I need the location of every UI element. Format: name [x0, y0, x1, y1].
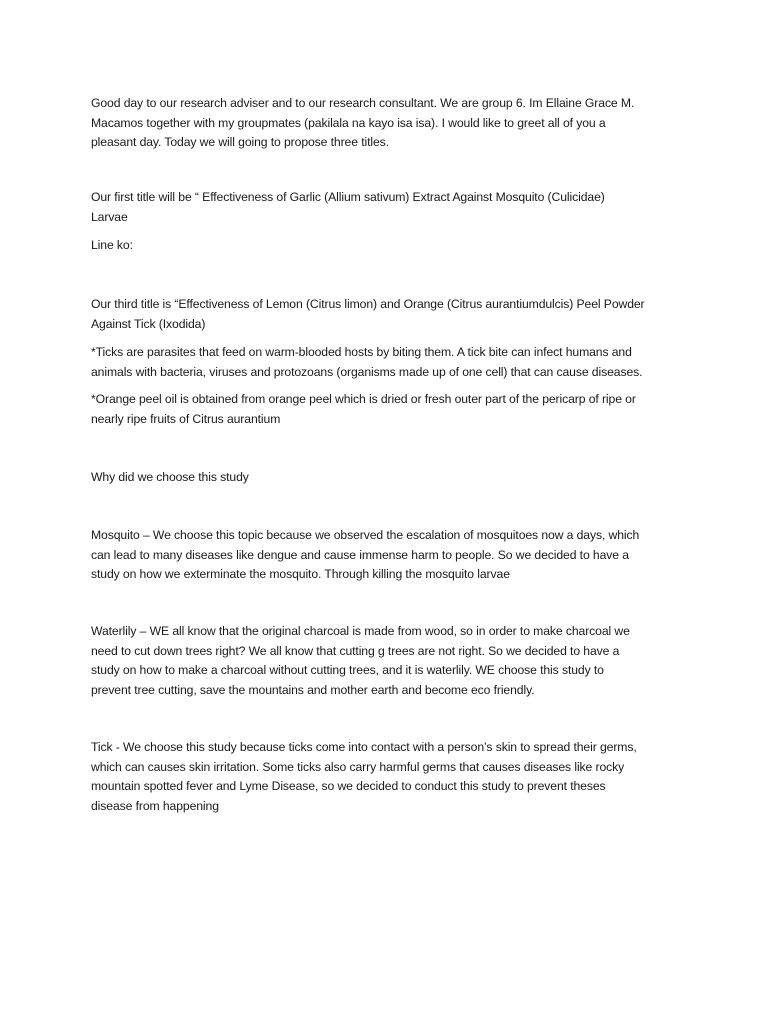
tick-reason-paragraph: Tick - We choose this study because ticks come into contact with a person’s skin to spread their germs, which can causes skin irritation. Some ticks also carry harmful germs that causes diseases like rocky mountain spotted fever and Lyme Disease, so we decided to conduct this study to prevent theses disease from happening [91, 740, 637, 813]
first-title-paragraph: Our first title will be “ Effectiveness of Garlic (Allium sativum) Extract Against Mosquito (Culicidae) Larvae [91, 190, 605, 224]
orange-peel-note-paragraph: *Orange peel oil is obtained from orange peel which is dried or fresh outer part of the pericarp of ripe or nearly ripe fruits of Citrus aurantium [91, 392, 636, 426]
mosquito-reason-paragraph: Mosquito – We choose this topic because we observed the escalation of mosquitoes now a days, which can lead to many diseases like dengue and cause immense harm to people. So we decided to have a study on how we exterminate the mosquito. Through killing the mosquito larvae [91, 528, 640, 581]
third-title-paragraph: Our third title is “Effectiveness of Lemon (Citrus limon) and Orange (Citrus aurantiumdulcis) Peel Powder Against Tick (Ixodida) [91, 297, 645, 331]
greeting-paragraph: Good day to our research adviser and to our research consultant. We are group 6. Im Ellaine Grace M. Macamos together with my groupmates (pakilala na kayo isa isa). I would like to greet all of you a pleasant day. Today we will going to propose three titles. [91, 96, 635, 149]
line-ko-paragraph: Line ko: [91, 238, 133, 252]
waterlily-reason-paragraph: Waterlily – WE all know that the original charcoal is made from wood, so in order to make charcoal we need to cut down trees right? We all know that cutting g trees are not right. So we decided to have a study on how to make a charcoal without cutting trees, and it is waterlily. WE choose this study to prevent tree cutting, save the mountains and mother earth and become eco friendly. [91, 624, 630, 697]
why-heading-paragraph: Why did we choose this study [91, 470, 249, 484]
ticks-note-paragraph: *Ticks are parasites that feed on warm-blooded hosts by biting them. A tick bite can infect humans and animals with bacteria, viruses and protozoans (organisms made up of one cell) that can cause diseases. [91, 345, 643, 379]
